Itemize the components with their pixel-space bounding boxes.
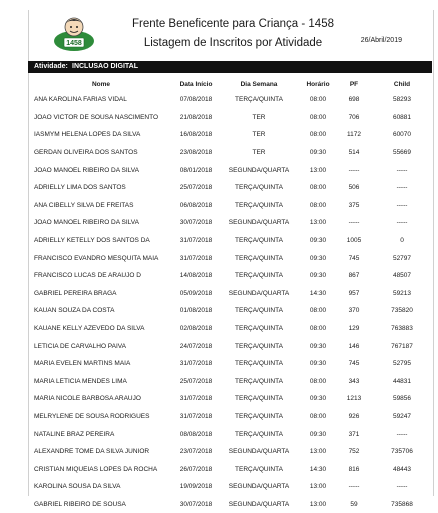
cell-start-date: 01/08/2018	[179, 307, 213, 315]
cell-child: 735868	[391, 500, 413, 508]
cell-weekday: TERÇA/QUINTA	[235, 465, 283, 473]
cell-name: GABRIEL RIBEIRO DE SOUSA	[34, 500, 126, 508]
cell-weekday: SEGUNDA/QUARTA	[228, 166, 290, 174]
cell-child: 59213	[392, 289, 412, 297]
table-row	[28, 267, 432, 285]
table-row	[28, 408, 432, 426]
enrollment-table	[28, 77, 432, 513]
cell-weekday: TERÇA/QUINTA	[235, 237, 283, 245]
cell-weekday: TERÇA/QUINTA	[235, 430, 283, 438]
cell-child: -----	[396, 219, 408, 227]
cell-pf: 1172	[347, 131, 361, 139]
cell-pf: 1005	[346, 237, 362, 245]
cell-weekday: TERÇA/QUINTA	[235, 395, 283, 403]
cell-time: 08:00	[309, 325, 327, 333]
cell-pf: 745	[348, 360, 360, 368]
cell-pf: 370	[348, 307, 360, 315]
cell-name: JOAO MANOEL RIBEIRO DA SILVA	[34, 219, 139, 227]
cell-start-date: 08/01/2018	[179, 166, 213, 174]
cell-child: 60070	[392, 131, 412, 139]
cell-name: KAUAN SOUZA DA COSTA	[34, 307, 115, 315]
cell-child: 0	[400, 237, 404, 245]
cell-start-date: 31/07/2018	[179, 395, 213, 403]
cell-start-date: 02/08/2018	[179, 325, 213, 333]
cell-time: 09:30	[309, 237, 327, 245]
cell-child: 52797	[392, 254, 412, 262]
cell-name: GABRIEL PEREIRA BRAGA	[34, 289, 117, 297]
cell-name: CRISTIAN MIQUEIAS LOPES DA ROCHA	[34, 465, 158, 473]
cell-time: 09:30	[309, 360, 327, 368]
cell-weekday: SEGUNDA/QUARTA	[228, 219, 290, 227]
table-row	[28, 126, 432, 144]
cell-pf: 752	[348, 448, 360, 456]
cell-time: 14:30	[309, 289, 327, 297]
cell-name: MELRYLENE DE SOUSA RODRIGUES	[34, 412, 150, 420]
report-date: 26/Abril/2019	[360, 37, 402, 44]
cell-start-date: 19/09/2018	[179, 483, 213, 491]
cell-child: -----	[396, 166, 408, 174]
table-row	[28, 443, 432, 461]
cell-name: JOAO MANOEL RIBEIRO DA SILVA	[34, 166, 139, 174]
cell-time: 13:00	[309, 483, 327, 491]
cell-start-date: 31/07/2018	[179, 412, 213, 420]
cell-start-date: 25/07/2018	[179, 377, 213, 385]
col-header-name: Nome	[91, 80, 111, 88]
cell-child: -----	[396, 201, 408, 209]
cell-pf: 514	[348, 149, 360, 157]
cell-pf: 1213	[346, 395, 362, 403]
cell-name: FRANCISCO LUCAS DE ARAUJO D	[34, 272, 141, 280]
cell-weekday: TERÇA/QUINTA	[235, 272, 283, 280]
cell-child: 58293	[392, 96, 412, 104]
cell-start-date: 21/08/2018	[179, 113, 213, 121]
cell-pf: 343	[348, 377, 360, 385]
table-row	[28, 460, 432, 478]
col-header-time: Horário	[306, 80, 330, 88]
table-row	[28, 197, 432, 215]
cell-pf: 146	[348, 342, 360, 350]
cell-start-date: 07/08/2018	[179, 96, 213, 104]
logo	[46, 14, 102, 54]
cell-start-date: 16/08/2018	[179, 131, 213, 139]
cell-child: 48507	[392, 272, 412, 280]
cell-weekday: TERÇA/QUINTA	[235, 325, 283, 333]
table-row	[28, 214, 432, 232]
table-row	[28, 179, 432, 197]
cell-start-date: 23/07/2018	[179, 448, 213, 456]
cell-pf: -----	[348, 219, 360, 227]
cell-start-date: 30/07/2018	[179, 219, 213, 227]
cell-start-date: 31/07/2018	[179, 360, 213, 368]
cell-name: NATALINE BRAZ PEREIRA	[34, 430, 115, 438]
cell-time: 14:30	[309, 465, 327, 473]
cell-child: -----	[396, 483, 408, 491]
cell-pf: 59	[350, 500, 358, 508]
cell-child: -----	[396, 430, 408, 438]
cell-pf: 375	[348, 201, 360, 209]
cell-child: 52795	[392, 360, 412, 368]
cell-child: 735706	[391, 448, 413, 456]
table-row	[28, 249, 432, 267]
col-header-pf: PF	[349, 80, 359, 88]
cell-name: GERDAN OLIVEIRA DOS SANTOS	[34, 149, 138, 157]
cell-start-date: 31/07/2018	[179, 237, 213, 245]
report-header	[28, 12, 432, 58]
cell-time: 08:00	[309, 377, 327, 385]
cell-start-date: 24/07/2018	[179, 342, 213, 350]
cell-pf: 926	[348, 412, 360, 420]
cell-weekday: TERÇA/QUINTA	[235, 201, 283, 209]
cell-child: 735820	[391, 307, 413, 315]
cell-pf: 745	[348, 254, 360, 262]
cell-weekday: TERÇA/QUINTA	[235, 412, 283, 420]
cell-weekday: TERÇA/QUINTA	[235, 360, 283, 368]
cell-child: 55669	[392, 149, 412, 157]
cell-weekday: SEGUNDA/QUARTA	[228, 289, 290, 297]
cell-weekday: TER	[252, 149, 266, 157]
cell-weekday: TERÇA/QUINTA	[235, 184, 283, 192]
table-row	[28, 109, 432, 127]
cell-weekday: SEGUNDA/QUARTA	[228, 483, 290, 491]
table-row	[28, 302, 432, 320]
cell-name: MARIA LETICIA MENDES LIMA	[34, 377, 127, 385]
cell-pf: 867	[348, 272, 360, 280]
table-row	[28, 161, 432, 179]
cell-child: 59247	[392, 412, 412, 420]
cell-pf: 698	[348, 96, 360, 104]
cell-pf: -----	[348, 166, 360, 174]
cell-start-date: 30/07/2018	[179, 500, 213, 508]
cell-time: 09:30	[309, 149, 327, 157]
cell-pf: 371	[348, 430, 360, 438]
col-header-weekday: Dia Semana	[240, 80, 278, 88]
cell-time: 08:00	[309, 307, 327, 315]
cell-child: 763883	[391, 325, 413, 333]
table-row	[28, 373, 432, 391]
cell-name: IASMYM HELENA LOPES DA SILVA	[34, 131, 141, 139]
cell-time: 08:00	[309, 113, 327, 121]
logo-text: 1458	[66, 40, 82, 47]
table-row	[28, 425, 432, 443]
table-row	[28, 390, 432, 408]
cell-name: KAROLINA SOUSA DA SILVA	[34, 483, 121, 491]
cell-weekday: TERÇA/QUINTA	[235, 377, 283, 385]
cell-time: 09:30	[309, 342, 327, 350]
cell-weekday: TER	[252, 113, 266, 121]
cell-start-date: 14/08/2018	[179, 272, 213, 280]
cell-time: 09:30	[309, 254, 327, 262]
cell-child: 59856	[392, 395, 412, 403]
cell-pf: 706	[348, 113, 360, 121]
cell-name: KAUANE KELLY AZEVEDO DA SILVA	[34, 325, 145, 333]
cell-weekday: SEGUNDA/QUARTA	[228, 448, 290, 456]
cell-time: 08:00	[309, 201, 327, 209]
cell-weekday: TERÇA/QUINTA	[235, 96, 283, 104]
cell-name: ANA CIBELLY SILVA DE FREITAS	[34, 201, 134, 209]
cell-pf: -----	[348, 483, 360, 491]
table-row	[28, 232, 432, 250]
cell-child: 767187	[391, 342, 413, 350]
col-header-start-date: Data Início	[179, 80, 213, 88]
cell-start-date: 31/07/2018	[179, 254, 213, 262]
cell-time: 13:00	[309, 219, 327, 227]
col-header-child: Child	[393, 80, 411, 88]
cell-name: FRANCISCO EVANDRO MESQUITA MAIA	[34, 254, 159, 262]
cell-name: ADRIELLY KETELLY DOS SANTOS DA	[34, 237, 150, 245]
cell-name: MARIA EVELEN MARTINS MAIA	[34, 360, 131, 368]
cell-start-date: 05/09/2018	[179, 289, 213, 297]
cell-time: 08:00	[309, 412, 327, 420]
table-row	[28, 285, 432, 303]
cell-name: LETICIA DE CARVALHO PAIVA	[34, 342, 126, 350]
report-subtitle: Listagem de Inscritos por Atividade	[143, 37, 323, 49]
table-row	[28, 355, 432, 373]
cell-time: 13:00	[309, 166, 327, 174]
cell-start-date: 23/08/2018	[179, 149, 213, 157]
cell-time: 09:30	[309, 430, 327, 438]
table-row	[28, 337, 432, 355]
table-row	[28, 320, 432, 338]
cell-start-date: 08/08/2018	[179, 430, 213, 438]
cell-pf: 506	[348, 184, 360, 192]
table-row	[28, 496, 432, 513]
report-title: Frente Beneficente para Criança - 1458	[131, 18, 334, 30]
cell-pf: 957	[348, 289, 360, 297]
cell-time: 09:30	[309, 395, 327, 403]
table-row	[28, 144, 432, 162]
cell-child: 44831	[392, 377, 412, 385]
cell-weekday: SEGUNDA/QUARTA	[228, 500, 290, 508]
cell-start-date: 25/07/2018	[179, 184, 213, 192]
activity-value: INCLUSAO DIGITAL	[72, 63, 138, 70]
cell-name: ALEXANDRE TOME DA SILVA JUNIOR	[34, 448, 150, 456]
table-row	[28, 91, 432, 109]
cell-name: ADRIELLY LIMA DOS SANTOS	[34, 184, 126, 192]
cell-name: ANA KAROLINA FARIAS VIDAL	[34, 96, 127, 104]
cell-pf: 816	[348, 465, 360, 473]
cell-name: JOAO VICTOR DE SOUSA NASCIMENTO	[34, 113, 159, 121]
cell-time: 08:00	[309, 131, 327, 139]
cell-time: 13:00	[309, 448, 327, 456]
cell-name: MARIA NICOLE BARBOSA ARAUJO	[34, 395, 141, 403]
cell-time: 08:00	[309, 184, 327, 192]
cell-time: 09:30	[309, 272, 327, 280]
table-header-row	[28, 77, 432, 91]
cell-time: 08:00	[309, 96, 327, 104]
cell-start-date: 26/07/2018	[179, 465, 213, 473]
cell-weekday: TERÇA/QUINTA	[235, 307, 283, 315]
cell-weekday: TERÇA/QUINTA	[235, 342, 283, 350]
cell-time: 13:00	[309, 500, 327, 508]
cell-weekday: TERÇA/QUINTA	[235, 254, 283, 262]
cell-child: 48443	[392, 465, 412, 473]
cell-start-date: 06/08/2018	[179, 201, 213, 209]
activity-bar	[28, 61, 432, 73]
cell-child: -----	[396, 184, 408, 192]
cell-child: 60881	[392, 113, 412, 121]
table-row	[28, 478, 432, 496]
activity-label: Atividade:	[34, 63, 68, 70]
cell-weekday: TER	[252, 131, 266, 139]
cell-pf: 129	[348, 325, 360, 333]
